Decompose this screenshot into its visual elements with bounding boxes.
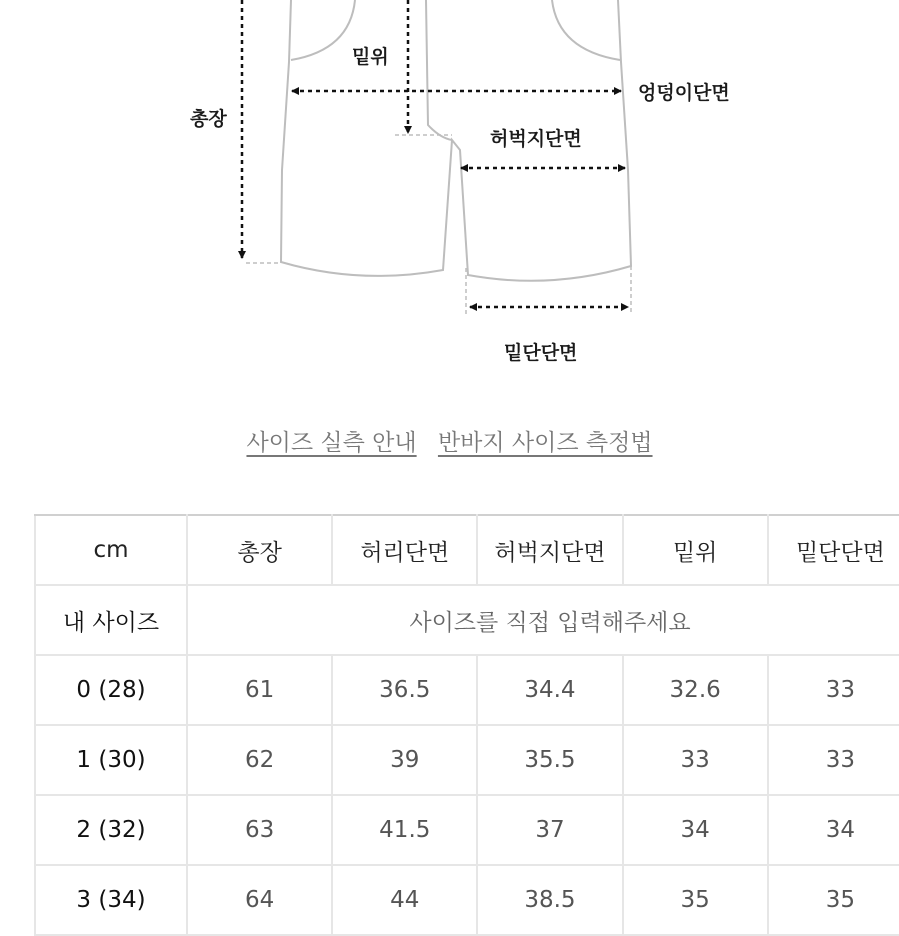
cell-hem: 34 — [768, 795, 899, 865]
cell-length: 64 — [187, 865, 332, 935]
guide-lines — [246, 135, 631, 315]
cell-thigh: 34.4 — [477, 655, 622, 725]
header-unit: cm — [35, 515, 187, 585]
cell-length: 61 — [187, 655, 332, 725]
cell-rise: 34 — [623, 795, 768, 865]
cell-rise: 32.6 — [623, 655, 768, 725]
header-waist: 허리단면 — [332, 515, 477, 585]
hip-label: 엉덩이단면 — [638, 82, 730, 104]
row-size: 0 (28) — [35, 655, 187, 725]
table-header-row — [35, 515, 899, 585]
measure-method-link[interactable]: 반바지 사이즈 측정법 — [437, 430, 653, 456]
cell-hem: 35 — [768, 865, 899, 935]
header-length: 총장 — [187, 515, 332, 585]
cell-length: 62 — [187, 725, 332, 795]
header-rise: 밑위 — [623, 515, 768, 585]
shorts-measurement-diagram — [0, 0, 899, 400]
my-size-row — [35, 585, 899, 655]
table-row — [35, 655, 899, 725]
table-row — [35, 795, 899, 865]
cell-thigh: 37 — [477, 795, 622, 865]
hem-label: 밑단단면 — [504, 342, 578, 364]
my-size-label: 내 사이즈 — [35, 585, 187, 655]
size-guide-link[interactable]: 사이즈 실측 안내 — [246, 430, 417, 456]
row-size: 1 (30) — [35, 725, 187, 795]
row-size: 3 (34) — [35, 865, 187, 935]
thigh-label: 허벅지단면 — [490, 128, 582, 150]
cell-rise: 35 — [623, 865, 768, 935]
rise-label: 밑위 — [352, 46, 389, 68]
cell-thigh: 35.5 — [477, 725, 622, 795]
cell-waist: 41.5 — [332, 795, 477, 865]
measure-arrows — [242, 0, 628, 307]
header-thigh: 허벅지단면 — [477, 515, 622, 585]
size-table — [34, 514, 899, 936]
cell-thigh: 38.5 — [477, 865, 622, 935]
length-label: 총장 — [190, 108, 227, 130]
table-row — [35, 725, 899, 795]
header-hem: 밑단단면 — [768, 515, 899, 585]
row-size: 2 (32) — [35, 795, 187, 865]
size-links — [0, 424, 899, 457]
cell-waist: 36.5 — [332, 655, 477, 725]
cell-waist: 44 — [332, 865, 477, 935]
cell-waist: 39 — [332, 725, 477, 795]
table-row — [35, 865, 899, 935]
cell-hem: 33 — [768, 725, 899, 795]
cell-hem: 33 — [768, 655, 899, 725]
my-size-input[interactable]: 사이즈를 직접 입력해주세요 — [187, 585, 899, 655]
cell-rise: 33 — [623, 725, 768, 795]
cell-length: 63 — [187, 795, 332, 865]
